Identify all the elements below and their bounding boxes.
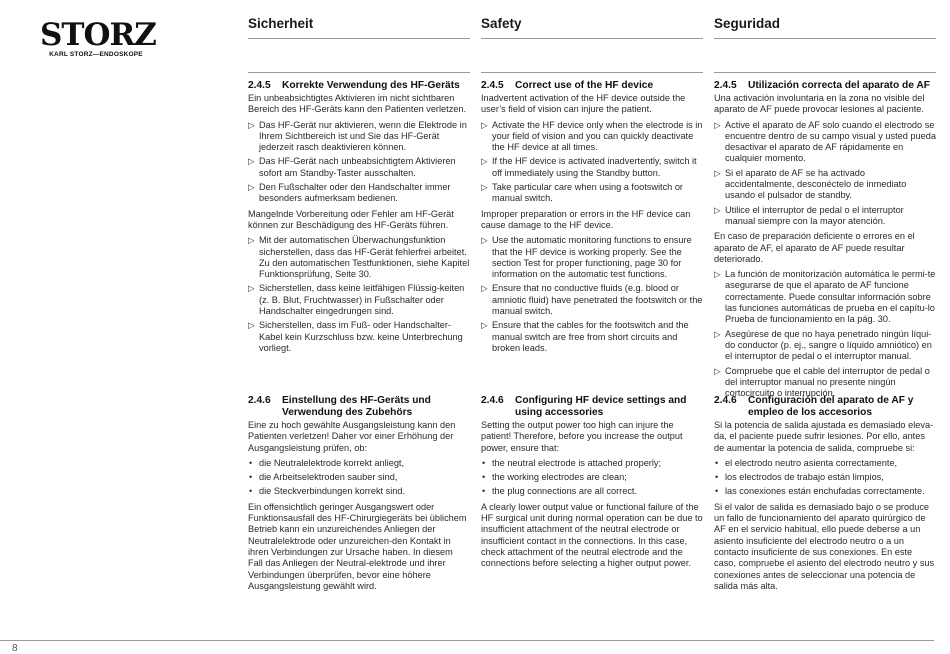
- list-item: • die Arbeitselektroden sauber sind,: [248, 472, 470, 483]
- list-item: • die Steckverbindungen korrekt sind.: [248, 486, 470, 497]
- logo-brand: STORZ: [40, 17, 156, 53]
- list-item: ▷ Si el aparato de AF se ha activado accidentalmente, desconéctelo de inmediato usando el pulsador de standby.: [714, 168, 936, 202]
- instruction-list: [248, 120, 470, 205]
- paragraph: A clearly lower output value or functional failure of the HF surgical unit during normal operation can be due to insufficient attachment of the neutral electrode or insufficient contact in the connections. In this case, check attachment of the neutral electrode and the connections before selecting a higher output power.: [481, 501, 703, 569]
- bullet-list: [481, 458, 703, 498]
- list-item: ▷ If the HF device is activated inadvertently, switch it off immediately using the Standby button.: [481, 156, 703, 179]
- paragraph: Si el valor de salida es demasiado bajo o se produce un fallo de funcionamiento del aparato quirúrgico de AF en el servicio habitual, ello puede deberse a un asiento insuficiente del electrodo neutro o a un contacto insuficiente de sus conexiones. En este caso, compruebe el asiento del electrodo neutro y sus conexiones antes de seleccionar una potencia de salida más alta.: [714, 501, 935, 591]
- paragraph: Si la potencia de salida ajustada es demasiado eleva-da, el paciente puede sufrir lesiones. Por ello, antes de aumentar la potencia de salida, compruebe si:: [714, 420, 934, 453]
- list-item: ▷ Asegúrese de que no haya penetrado ningún líqui-do conductor (p. ej., sangre o líquido amniótico) en el interruptor de pedal o el interruptor manual.: [714, 329, 936, 363]
- list-item: ▷ Active el aparato de AF solo cuando el electrodo se encuentre dentro de su campo visual y usted pueda desactivar el aparato de AF rápidamente en cualquier momento.: [714, 120, 936, 165]
- column-header: Safety: [481, 16, 522, 31]
- paragraph: Mangelnde Vorbereitung oder Fehler am HF-Gerät können zur Beschädigung des HF-Geräts führen.: [248, 208, 454, 230]
- instruction-list: [714, 120, 936, 228]
- logo-subtitle: KARL STORZ—ENDOSKOPE: [49, 51, 143, 58]
- section-number: 2.4.5: [714, 80, 737, 91]
- header-divider: [248, 38, 470, 39]
- section-title: Configuring HF device settings and using accessories: [515, 395, 687, 418]
- section-2-4-5: [248, 80, 470, 358]
- list-item: ▷ Utilice el interruptor de pedal o el interruptor manual siempre con la mayor atención.: [714, 205, 936, 228]
- section-title: Einstellung des HF-Geräts und Verwendung des Zubehörs: [282, 395, 431, 418]
- list-item: ▷ Activate the HF device only when the electrode is in your field of vision and you can quickly deactivate the HF device at all times.: [481, 120, 703, 154]
- section-2-4-6: [481, 395, 703, 574]
- section-number: 2.4.6: [248, 395, 271, 406]
- header-divider: [481, 38, 703, 39]
- column-header: Seguridad: [714, 16, 781, 31]
- section-number: 2.4.6: [714, 395, 737, 406]
- section-divider: [481, 72, 703, 73]
- section-heading: [248, 395, 470, 419]
- paragraph: Ein offensichtlich geringer Ausgangswert oder Funktionsausfall des HF-Chirurgiegeräts bei üblichem Betrieb kann ein unzureichendes Anliegen der Neutralelektrode oder unzureichen-den Kontakt in ihren Verbindungen zur Ursache haben. In diesem Fall das Anliegen der Neutral-elektrode und ihrer Verbindungen überprüfen, bevor eine höhere Ausgangsleistung gewählt wird.: [248, 501, 467, 591]
- section-title: Korrekte Verwendung des HF-Geräts: [282, 80, 460, 91]
- list-item: ▷ Das HF-Gerät nach unbeabsichtigtem Aktivieren sofort am Standby-Taster ausschalten.: [248, 156, 470, 179]
- list-item: • the plug connections are all correct.: [481, 486, 703, 497]
- instruction-list: [248, 235, 470, 354]
- paragraph: Ein unbeabsichtigtes Aktivieren im nicht sichtbaren Bereich des HF-Geräts kann den Patienten verletzen.: [248, 93, 467, 115]
- section-2-4-5: [714, 80, 936, 403]
- list-item: ▷ Den Fußschalter oder den Handschalter immer besonders aufmerksam bedienen.: [248, 182, 470, 205]
- section-2-4-5: [481, 80, 703, 358]
- section-number: 2.4.5: [248, 80, 271, 91]
- section-heading: [481, 395, 703, 419]
- paragraph: Eine zu hoch gewählte Ausgangsleistung kann den Patienten verletzen! Daher vor einer Erhöhung der Ausgangsleistung prüfen, ob:: [248, 420, 456, 453]
- column-header: Sicherheit: [248, 16, 314, 31]
- list-item: ▷ Use the automatic monitoring functions to ensure that the HF device is working properly. See the section Test for proper functioning, page 30 for information on the automatic test functions.: [481, 235, 703, 280]
- section-2-4-6: [714, 395, 936, 596]
- bullet-list: [714, 458, 936, 498]
- paragraph: En caso de preparación deficiente o errores en el aparato de AF, el aparato de AF puede resultar deteriorado.: [714, 231, 915, 264]
- list-item: • el electrodo neutro asienta correctamente,: [714, 458, 936, 469]
- instruction-list: [481, 235, 703, 354]
- section-divider: [248, 72, 470, 73]
- instruction-list: [714, 269, 936, 399]
- list-item: • the working electrodes are clean;: [481, 472, 703, 483]
- paragraph: Inadvertent activation of the HF device outside the user’s field of vision can injure the patient.: [481, 93, 686, 115]
- list-item: • die Neutralelektrode korrekt anliegt,: [248, 458, 470, 469]
- list-item: ▷ Sicherstellen, dass keine leitfähigen Flüssig-keiten (z. B. Blut, Fruchtwasser) in Fußschalter oder Handschalter eingedrungen sind.: [248, 283, 470, 317]
- instruction-list: [481, 120, 703, 205]
- list-item: ▷ La función de monitorización automática le permi-te asegurarse de que el aparato de AF funcione correctamente. Puede consultar información sobre las funciones automáticas de prueba en el capítu-lo Prueba de funcionamiento en la pág. 30.: [714, 269, 936, 325]
- section-title: Configuración del aparato de AF y empleo de los accesorios: [748, 395, 914, 418]
- header-divider: [714, 38, 936, 39]
- list-item: ▷ Das HF-Gerät nur aktivieren, wenn die Elektrode in Ihrem Sichtbereich ist und Sie das HF-Gerät jederzeit rasch deaktivieren können.: [248, 120, 470, 154]
- karl-storz-logo: [40, 17, 156, 58]
- section-number: 2.4.6: [481, 395, 504, 406]
- section-heading: [248, 80, 470, 92]
- list-item: • the neutral electrode is attached properly;: [481, 458, 703, 469]
- section-title: Correct use of the HF device: [515, 80, 654, 91]
- list-item: • las conexiones están enchufadas correctamente.: [714, 486, 936, 497]
- list-item: ▷ Take particular care when using a footswitch or manual switch.: [481, 182, 703, 205]
- bullet-list: [248, 458, 470, 498]
- list-item: • los electrodos de trabajo están limpios,: [714, 472, 936, 483]
- page-number: 8: [12, 643, 18, 654]
- section-2-4-6: [248, 395, 470, 596]
- paragraph: Improper preparation or errors in the HF device can cause damage to the HF device.: [481, 208, 691, 230]
- section-title: Utilización correcta del aparato de AF: [748, 80, 930, 91]
- list-item: ▷ Ensure that no conductive fluids (e.g. blood or amniotic fluid) have penetrated the footswitch or the manual switch.: [481, 283, 703, 317]
- list-item: ▷ Mit der automatischen Überwachungsfunktion sicherstellen, dass das HF-Gerät fehlerfrei arbeitet. Zu den automatischen Testfunktionen, siehe Kapitel Funktionsprüfung, Seite 30.: [248, 235, 470, 280]
- paragraph: Setting the output power too high can injure the patient! Therefore, before you increase the output power, ensure that:: [481, 420, 683, 453]
- section-divider: [714, 72, 936, 73]
- list-item: ▷ Ensure that the cables for the footswitch and the manual switch are free from short circuits and broken leads.: [481, 320, 703, 354]
- paragraph: Una activación involuntaria en la zona no visible del aparato de AF puede provocar lesiones al paciente.: [714, 93, 925, 115]
- footer-divider: [0, 640, 934, 641]
- section-heading: [714, 395, 936, 419]
- list-item: ▷ Compruebe que el cable del interruptor de pedal o del interruptor manual no presente ningún cortocircuito o interrupción.: [714, 366, 936, 400]
- list-item: ▷ Sicherstellen, dass im Fuß- oder Handschalter-Kabel kein Kurzschluss bzw. keine Unterbrechung vorliegt.: [248, 320, 470, 354]
- section-heading: [714, 80, 936, 92]
- section-number: 2.4.5: [481, 80, 504, 91]
- section-heading: [481, 80, 703, 92]
